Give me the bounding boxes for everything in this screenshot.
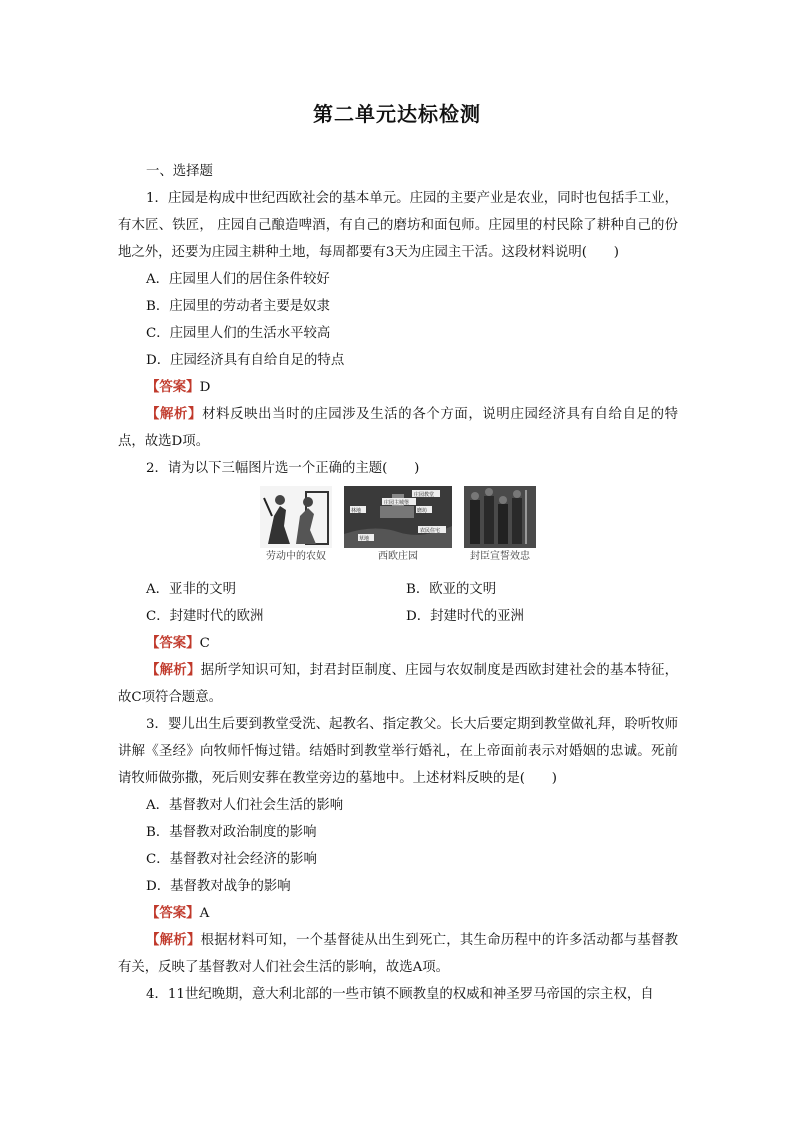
question-1-option-d: D．庄园经济具有自给自足的特点 — [146, 353, 345, 368]
answer-tag: 【答案】 — [146, 635, 200, 651]
question-1-option-a: A．庄园里人们的居住条件较好 — [146, 272, 330, 287]
figure-caption: 封臣宣誓效忠 — [470, 551, 530, 562]
question-3-option-d: D．基督教对战争的影响 — [146, 879, 291, 894]
manor-map-image — [344, 486, 452, 548]
question-1-stem: 1．庄园是构成中世纪西欧社会的基本单元。庄园的主要产业是农业，同时也包括手工业，有木匠、铁匠， 庄园自己酿造啤酒，有自己的磨坊和面包师。庄园里的村民除了耕种自己的份地之外，还要为庄园主耕种土地，每周都要有3天为庄园主干活。这段材料说明( ) — [118, 191, 678, 260]
question-2-figures — [118, 486, 678, 574]
question-3-analysis — [118, 927, 678, 981]
question-1-answer — [118, 374, 678, 401]
question-1-option-b: B．庄园里的劳动者主要是奴隶 — [146, 299, 330, 314]
figure-oath — [464, 486, 536, 574]
analysis-tag: 【解析】 — [146, 662, 201, 678]
figure-caption: 劳动中的农奴 — [266, 551, 326, 562]
answer-value: C — [199, 636, 210, 651]
answer-value: D — [199, 380, 211, 395]
question-3-option-a: A．基督教对人们社会生活的影响 — [146, 798, 344, 813]
manor-label-castle: 庄园主城堡 — [384, 500, 410, 506]
manor-label-forest: 林地 — [351, 508, 362, 514]
question-1-analysis — [118, 401, 678, 455]
vassal-oath-image — [464, 486, 536, 548]
question-2-option-a: A．亚非的文明 — [146, 582, 237, 597]
manor-label-meadow: 草地 — [359, 536, 370, 542]
question-2-answer — [118, 630, 678, 657]
section-heading: 一、选择题 — [146, 164, 213, 179]
question-2-options-row-2 — [118, 603, 678, 630]
analysis-text: 据所学知识可知，封君封臣制度、庄园与农奴制度是西欧封建社会的基本特征，故C项符合题意。 — [118, 663, 679, 705]
question-2-stem: 2．请为以下三幅图片选一个正确的主题( ) — [146, 461, 420, 476]
figure-manor — [344, 486, 452, 574]
question-1-option-c: C．庄园里人们的生活水平较高 — [146, 326, 331, 341]
question-3-answer — [118, 900, 678, 927]
question-3-stem: 3．婴儿出生后要到教堂受洗、起教名、指定教父。长大后要定期到教堂做礼拜，聆听牧师讲解《圣经》向牧师忏悔过错。结婚时到教堂举行婚礼，在上帝面前表示对婚姻的忠诚。死前请牧师做弥撒，死后则安葬在教堂旁边的墓地中。上述材料反映的是( ) — [118, 717, 678, 786]
page-title: 第二单元达标检测 — [313, 102, 481, 126]
answer-tag: 【答案】 — [146, 379, 200, 395]
question-2-analysis — [118, 657, 678, 711]
figure-caption: 西欧庄园 — [378, 551, 418, 562]
question-4-stem: 4．11世纪晚期，意大利北部的一些市镇不顾教皇的权威和神圣罗马帝国的宗主权，自 — [146, 987, 654, 1002]
analysis-text: 材料反映出当时的庄园涉及生活的各个方面，说明庄园经济具有自给自足的特点，故选D项。 — [118, 407, 679, 449]
question-2-options-row-1 — [118, 576, 678, 603]
question-2-option-c: C．封建时代的欧洲 — [146, 609, 264, 624]
figure-serfs — [260, 486, 332, 574]
question-3-option-b: B．基督教对政治制度的影响 — [146, 825, 317, 840]
answer-tag: 【答案】 — [146, 905, 200, 921]
analysis-text: 根据材料可知，一个基督徒从出生到死亡，其生命历程中的许多活动都与基督教有关，反映了基督教对人们社会生活的影响，故选A项。 — [118, 933, 679, 975]
answer-value: A — [199, 906, 210, 921]
analysis-tag: 【解析】 — [146, 932, 201, 948]
manor-label-mill: 磨坊 — [417, 508, 428, 514]
manor-label-church: 庄园教堂 — [414, 492, 435, 498]
document-body — [118, 158, 678, 1008]
serf-labor-image — [260, 486, 332, 548]
question-2-option-b: B．欧亚的文明 — [406, 582, 497, 597]
question-2-option-d: D．封建时代的亚洲 — [406, 609, 524, 624]
manor-label-houses: 农民住宅 — [420, 528, 441, 534]
question-3-option-c: C．基督教对社会经济的影响 — [146, 852, 317, 867]
analysis-tag: 【解析】 — [146, 406, 203, 422]
